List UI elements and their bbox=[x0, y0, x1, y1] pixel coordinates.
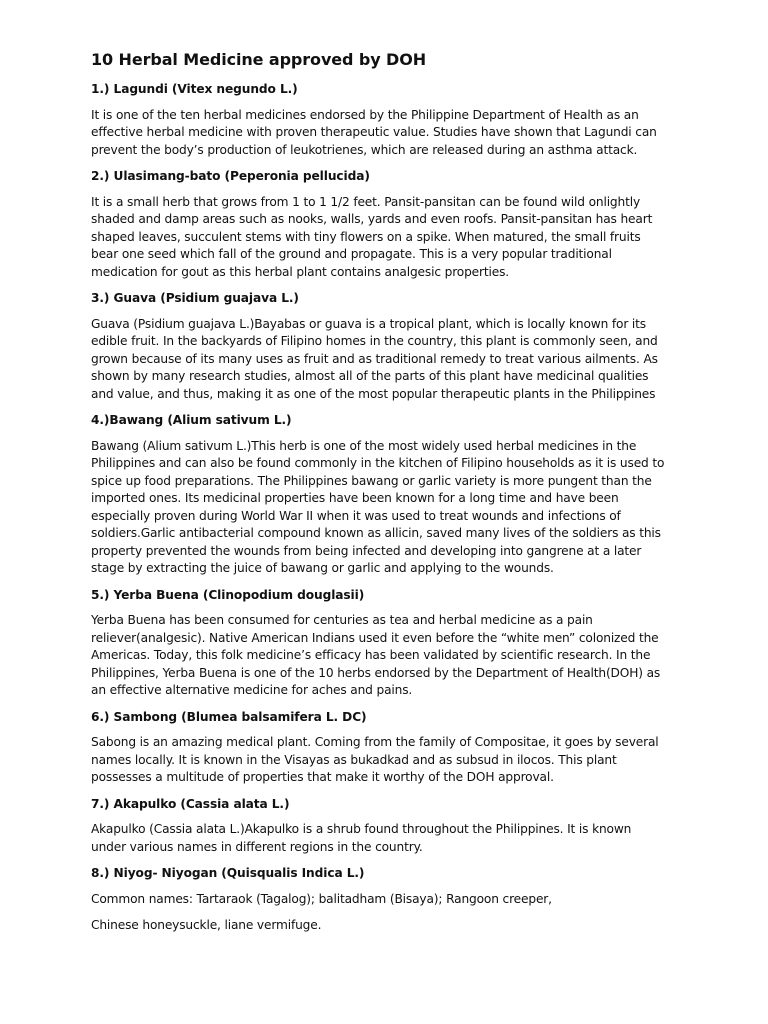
paragraph-line: soldiers.Garlic antibacterial compound known as allicin, saved many lives of the soldiers as this bbox=[91, 526, 661, 540]
section-heading-niyog-niyogan: 8.) Niyog- Niyogan (Quisqualis Indica L.) bbox=[91, 866, 365, 880]
section-heading-ulasimang-bato: 2.) Ulasimang-bato (Peperonia pellucida) bbox=[91, 169, 370, 183]
section-heading-sambong: 6.) Sambong (Blumea balsamifera L. DC) bbox=[91, 709, 367, 724]
paragraph-line: spice up food preparations. The Philippines bawang or garlic variety is more pungent than the bbox=[91, 473, 652, 488]
paragraph-line: stage by extracting the juice of bawang or garlic and applying to the wounds. bbox=[91, 561, 554, 575]
paragraph-line: Philippines, Yerba Buena is one of the 10 herbs endorsed by the Department of Health(DOH) as bbox=[91, 665, 661, 680]
section-paragraph-sambong bbox=[91, 734, 691, 787]
paragraph-line: Sabong is an amazing medical plant. Coming from the family of Compositae, it goes by several bbox=[91, 735, 659, 749]
section-heading-bawang: 4.)Bawang (Alium sativum L.) bbox=[91, 413, 292, 427]
section-heading-lagundi: 1.) Lagundi (Vitex negundo L.) bbox=[91, 82, 298, 96]
document-title: 10 Herbal Medicine approved by DOH bbox=[91, 50, 426, 69]
paragraph-line: Philippines and can also be found commonly in the kitchen of Filipino households as it is used to bbox=[91, 456, 665, 470]
section-paragraph-bawang bbox=[91, 438, 691, 578]
paragraph-line: prevent the body’s production of leukotrienes, which are released during an asthma attack. bbox=[91, 142, 638, 157]
paragraph-line: Common names: Tartaraok (Tagalog); balitadham (Bisaya); Rangoon creeper, bbox=[91, 891, 552, 906]
section-heading-guava: 3.) Guava (Psidium guajava L.) bbox=[91, 291, 299, 305]
paragraph-line: Chinese honeysuckle, liane vermifuge. bbox=[91, 918, 322, 932]
paragraph-line: Bawang (Alium sativum L.)This herb is one of the most widely used herbal medicines in the bbox=[91, 438, 637, 453]
section-paragraph-lagundi bbox=[91, 107, 691, 160]
paragraph-line: Akapulko (Cassia alata L.)Akapulko is a shrub found throughout the Philippines. It is known bbox=[91, 822, 632, 836]
section-paragraph-ulasimang-bato bbox=[91, 194, 691, 282]
paragraph-line: effective herbal medicine with proven therapeutic value. Studies have shown that Lagundi can bbox=[91, 125, 657, 139]
section-heading-akapulko: 7.) Akapulko (Cassia alata L.) bbox=[91, 796, 290, 811]
paragraph-line: grown because of its many uses as fruit and as traditional remedy to treat various ailments. As bbox=[91, 351, 658, 366]
paragraph-line: property prevented the wounds from being infected and developing into gangrene at a later bbox=[91, 543, 642, 558]
document-page bbox=[91, 50, 691, 944]
section-paragraph-guava bbox=[91, 316, 691, 404]
paragraph-line: shown by many research studies, almost all of the parts of this plant have medicinal qualities bbox=[91, 369, 649, 383]
paragraph-line: shaded and damp areas such as nooks, walls, yards and even roofs. Pansit-pansitan has heart bbox=[91, 212, 653, 226]
paragraph-line: Yerba Buena has been consumed for centuries as tea and herbal medicine as a pain bbox=[91, 613, 593, 627]
paragraph-line: edible fruit. In the backyards of Filipino homes in the country, this plant is commonly seen, and bbox=[91, 334, 658, 348]
paragraph-line: It is a small herb that grows from 1 to 1 1/2 feet. Pansit-pansitan can be found wild onlightly bbox=[91, 194, 641, 209]
paragraph-line: especially proven during World War II when it was used to treat wounds and infections of bbox=[91, 508, 621, 523]
paragraph-line: names locally. It is known in the Visayas as bukadkad and as subsud in ilocos. This plant bbox=[91, 752, 617, 767]
paragraph-line: an effective alternative medicine for aches and pains. bbox=[91, 683, 413, 697]
paragraph-line: shaped leaves, succulent stems with tiny flowers on a spike. When matured, the small fruits bbox=[91, 229, 641, 244]
section-paragraph-akapulko bbox=[91, 821, 691, 856]
section-paragraph-yerba-buena bbox=[91, 612, 691, 700]
section-heading-yerba-buena: 5.) Yerba Buena (Clinopodium douglasii) bbox=[91, 587, 365, 602]
paragraph-line: under various names in different regions in the country. bbox=[91, 839, 423, 854]
paragraph-line: medication for gout as this herbal plant contains analgesic properties. bbox=[91, 264, 510, 279]
paragraph-line: bear one seed which fall of the ground and propagate. This is a very popular traditional bbox=[91, 247, 612, 261]
paragraph-line: Guava (Psidium guajava L.)Bayabas or guava is a tropical plant, which is locally known for its bbox=[91, 316, 646, 331]
paragraph-line: possesses a multitude of properties that make it worthy of the DOH approval. bbox=[91, 770, 554, 784]
section-paragraph-niyog-niyogan-common-names bbox=[91, 891, 691, 909]
paragraph-line: It is one of the ten herbal medicines endorsed by the Philippine Department of Health as an bbox=[91, 107, 639, 122]
paragraph-line: Americas. Today, this folk medicine’s efficacy has been validated by scientific research. In the bbox=[91, 648, 651, 662]
paragraph-line: reliever(analgesic). Native American Indians used it even before the “white men” colonized the bbox=[91, 630, 659, 645]
paragraph-line: imported ones. Its medicinal properties have been known for a long time and have been bbox=[91, 491, 619, 505]
paragraph-line: and value, and thus, making it as one of the most popular therapeutic plants in the Philippines bbox=[91, 386, 656, 401]
section-paragraph-niyog-niyogan-other-names bbox=[91, 917, 691, 935]
